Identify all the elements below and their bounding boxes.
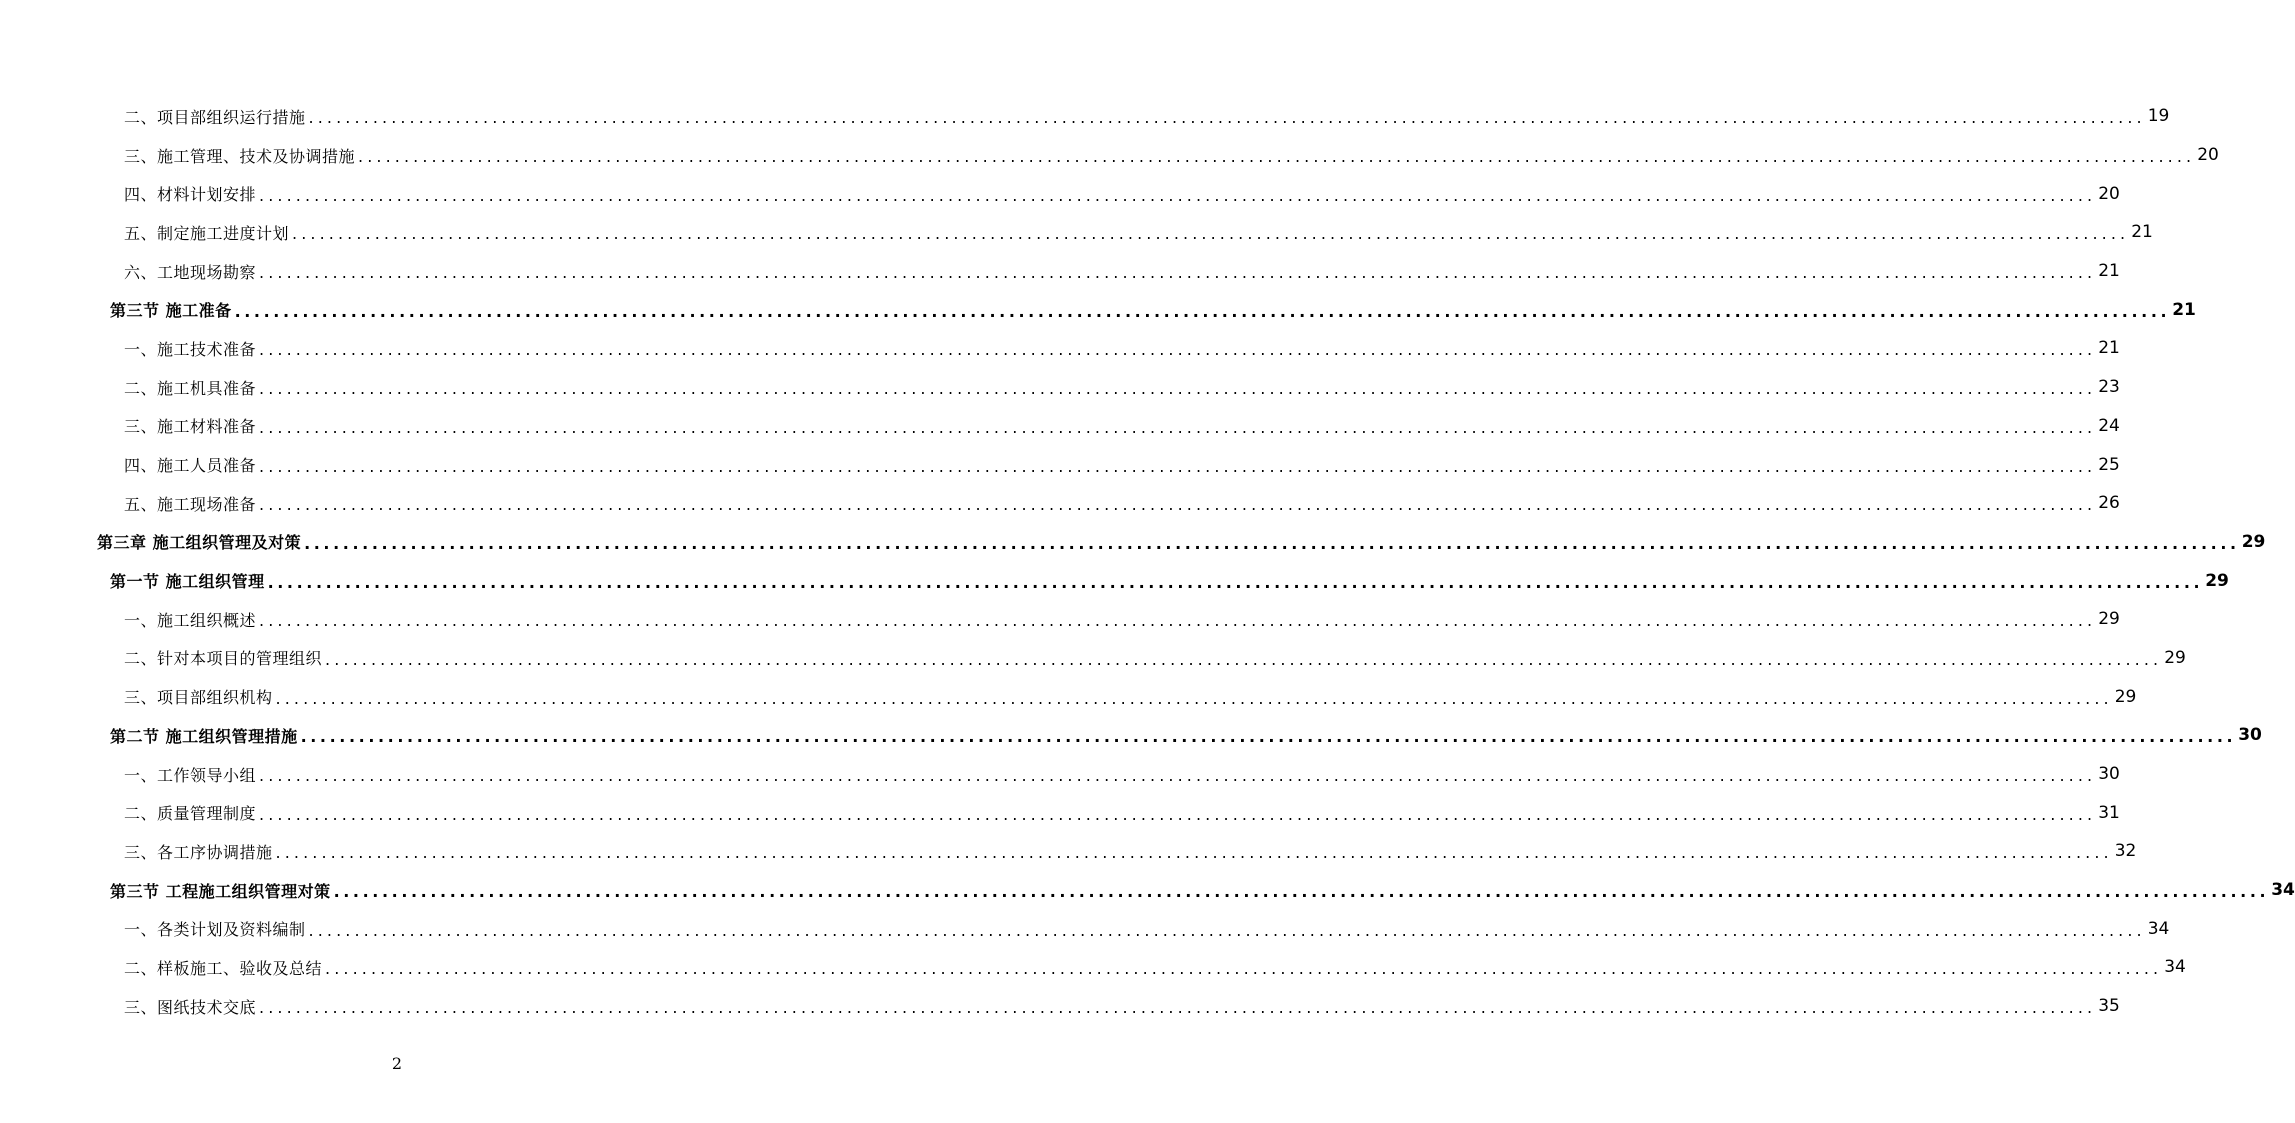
toc-section-entry[interactable] [0, 871, 2295, 910]
toc-dot-leader: ........................................................................................................................................................................................................ [259, 456, 2097, 476]
toc-entry-page-number: 35 [2098, 996, 2120, 1017]
toc-entry-title: 三、图纸技术交底 [124, 997, 257, 1017]
toc-dot-leader: ........................................................................................................................................................................................................ [259, 379, 2097, 399]
toc-entry-title: 第三节 施工准备 [110, 301, 232, 321]
toc-subsection-entry[interactable] [0, 639, 2186, 678]
toc-entry-page-number: 31 [2098, 802, 2120, 823]
toc-subsection-entry[interactable] [0, 445, 2120, 484]
toc-entry-page-number: 29 [2164, 647, 2186, 668]
toc-entry-title: 六、工地现场勘察 [124, 262, 257, 282]
toc-dot-leader: ........................................................................................................................................................................................................ [259, 766, 2097, 786]
toc-dot-leader: ........................................................................................................................................................................................................ [333, 882, 2270, 902]
toc-subsection-entry[interactable] [0, 174, 2120, 213]
toc-subsection-entry[interactable] [0, 329, 2120, 368]
toc-entry-page-number: 20 [2197, 145, 2219, 166]
toc-dot-leader: ........................................................................................................................................................................................................ [300, 727, 2237, 747]
toc-dot-leader: ........................................................................................................................................................................................................ [358, 147, 2196, 167]
toc-subsection-entry[interactable] [0, 600, 2120, 639]
toc-subsection-entry[interactable] [0, 677, 2137, 716]
toc-entry-page-number: 21 [2098, 338, 2120, 359]
toc-dot-leader: ........................................................................................................................................................................................................ [308, 108, 2146, 128]
toc-dot-leader: ........................................................................................................................................................................................................ [259, 495, 2097, 515]
toc-entry-title: 二、项目部组织运行措施 [124, 107, 306, 127]
toc-entry-page-number: 21 [2098, 261, 2120, 282]
toc-dot-leader: ........................................................................................................................................................................................................ [259, 998, 2097, 1018]
toc-entry-title: 四、材料计划安排 [124, 185, 257, 205]
toc-entry-page-number: 29 [2241, 531, 2266, 552]
toc-dot-leader: ........................................................................................................................................................................................................ [259, 263, 2097, 283]
toc-dot-leader: ........................................................................................................................................................................................................ [259, 417, 2097, 437]
toc-subsection-entry[interactable] [0, 755, 2120, 794]
toc-dot-leader: ........................................................................................................................................................................................................ [267, 572, 2204, 592]
toc-subsection-entry[interactable] [0, 136, 2219, 175]
toc-entry-page-number: 34 [2147, 918, 2170, 939]
toc-dot-leader: ........................................................................................................................................................................................................ [325, 959, 2163, 979]
toc-entry-title: 二、质量管理制度 [124, 804, 257, 824]
toc-subsection-entry[interactable] [0, 484, 2120, 523]
toc-entry-title: 第一节 施工组织管理 [110, 572, 265, 592]
toc-subsection-entry[interactable] [0, 793, 2120, 832]
page-number: 2 [391, 1054, 403, 1073]
toc-entry-title: 一、施工组织概述 [124, 610, 257, 630]
toc-entry-page-number: 25 [2098, 454, 2120, 475]
toc-entry-page-number: 21 [2131, 222, 2153, 243]
toc-subsection-entry[interactable] [0, 407, 2120, 446]
toc-entry-title: 一、工作领导小组 [124, 765, 257, 785]
table-of-contents [0, 97, 2295, 1026]
toc-entry-title: 五、施工现场准备 [124, 494, 257, 514]
toc-subsection-entry[interactable] [0, 97, 2170, 136]
toc-subsection-entry[interactable] [0, 368, 2120, 407]
toc-subsection-entry[interactable] [0, 948, 2186, 987]
toc-entry-page-number: 34 [2271, 880, 2295, 901]
toc-entry-title: 第三章 施工组织管理及对策 [97, 533, 302, 553]
toc-dot-leader: ........................................................................................................................................................................................................ [325, 649, 2163, 669]
toc-entry-title: 二、样板施工、验收及总结 [124, 958, 323, 978]
toc-entry-title: 三、项目部组织机构 [124, 688, 273, 708]
toc-entry-page-number: 26 [2098, 493, 2120, 514]
toc-entry-page-number: 34 [2164, 957, 2186, 978]
toc-entry-title: 第二节 施工组织管理措施 [110, 726, 298, 746]
toc-entry-title: 第三节 工程施工组织管理对策 [110, 881, 331, 901]
toc-entry-title: 一、施工技术准备 [124, 339, 257, 359]
toc-entry-page-number: 24 [2098, 415, 2120, 436]
toc-entry-title: 二、针对本项目的管理组织 [124, 649, 323, 669]
toc-dot-leader: ........................................................................................................................................................................................................ [259, 804, 2097, 824]
toc-subsection-entry[interactable] [0, 987, 2120, 1026]
toc-dot-leader: ........................................................................................................................................................................................................ [234, 301, 2171, 321]
toc-entry-title: 二、施工机具准备 [124, 378, 257, 398]
toc-entry-page-number: 29 [2098, 609, 2120, 630]
toc-entry-page-number: 21 [2172, 299, 2196, 320]
toc-section-entry[interactable] [0, 561, 2229, 600]
toc-entry-title: 四、施工人员准备 [124, 456, 257, 476]
toc-entry-title: 一、各类计划及资料编制 [124, 920, 306, 940]
toc-subsection-entry[interactable] [0, 832, 2137, 871]
toc-entry-title: 三、各工序协调措施 [124, 842, 273, 862]
toc-entry-page-number: 23 [2098, 377, 2120, 398]
toc-dot-leader: ........................................................................................................................................................................................................ [259, 185, 2097, 205]
toc-subsection-entry[interactable] [0, 213, 2153, 252]
toc-dot-leader: ........................................................................................................................................................................................................ [275, 843, 2113, 863]
toc-dot-leader: ........................................................................................................................................................................................................ [275, 688, 2113, 708]
toc-subsection-entry[interactable] [0, 909, 2170, 948]
toc-section-entry[interactable] [0, 290, 2196, 329]
toc-entry-page-number: 29 [2205, 570, 2229, 591]
toc-entry-title: 三、施工管理、技术及协调措施 [124, 146, 356, 166]
toc-chapter-entry[interactable] [0, 523, 2266, 562]
toc-entry-page-number: 30 [2098, 764, 2120, 785]
toc-entry-page-number: 20 [2098, 183, 2120, 204]
toc-entry-title: 五、制定施工进度计划 [124, 223, 290, 243]
toc-section-entry[interactable] [0, 716, 2262, 755]
toc-entry-title: 三、施工材料准备 [124, 417, 257, 437]
toc-dot-leader: ........................................................................................................................................................................................................ [259, 611, 2097, 631]
toc-entry-page-number: 30 [2238, 725, 2262, 746]
toc-subsection-entry[interactable] [0, 252, 2120, 291]
toc-entry-page-number: 29 [2114, 686, 2137, 707]
toc-dot-leader: ........................................................................................................................................................................................................ [292, 224, 2130, 244]
toc-dot-leader: ........................................................................................................................................................................................................ [259, 340, 2097, 360]
toc-entry-page-number: 32 [2114, 841, 2137, 862]
toc-dot-leader: ........................................................................................................................................................................................................ [308, 920, 2146, 940]
toc-dot-leader: ........................................................................................................................................................................................................ [304, 533, 2240, 553]
toc-entry-page-number: 19 [2147, 106, 2170, 127]
